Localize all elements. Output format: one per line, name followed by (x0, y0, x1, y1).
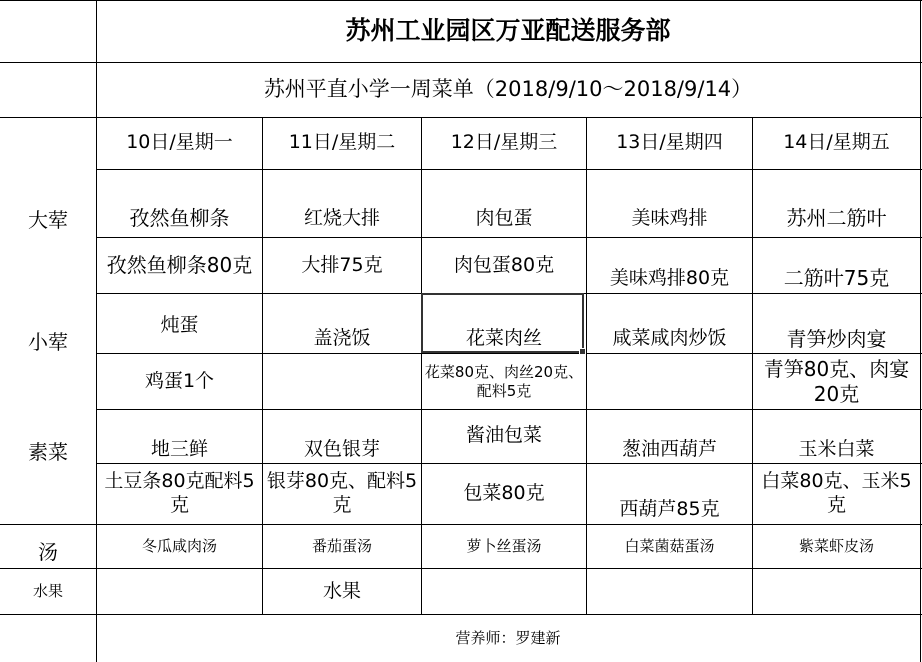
fruit-item[interactable] (753, 569, 920, 614)
meat-main-dish[interactable]: 苏州二筋叶 (786, 206, 887, 230)
day-header-tue[interactable]: 11日/星期二 (288, 131, 396, 154)
company-title: 苏州工业园区万亚配送服务部 (345, 16, 671, 46)
vegetable-detail[interactable]: 西葫芦85克 (619, 498, 720, 521)
meat-main-dish[interactable]: 肉包蛋 (475, 206, 533, 229)
day-header-mon[interactable]: 10日/星期一 (126, 131, 233, 154)
meat-small-dish[interactable]: 花菜肉丝 (465, 327, 542, 350)
fruit-item[interactable] (587, 569, 752, 614)
grid-line (920, 0, 921, 662)
meat-small-detail[interactable]: 花菜80克、肉丝20克、配料5克 (424, 362, 584, 400)
meat-small-dish[interactable]: 盖浇饭 (313, 327, 371, 350)
meat-main-dish[interactable]: 孜然鱼柳条 (129, 206, 230, 230)
soup-item[interactable]: 紫菜虾皮汤 (798, 537, 874, 556)
fruit-item[interactable]: 水果 (322, 579, 361, 602)
vegetable-dish[interactable]: 葱油西葫芦 (621, 437, 717, 460)
meat-small-detail[interactable]: 青笋80克、肉宴20克 (763, 356, 910, 406)
meat-main-detail[interactable]: 二筋叶75克 (783, 266, 890, 290)
meat-main-detail[interactable]: 美味鸡排80克 (609, 266, 730, 289)
day-header-thu[interactable]: 13日/星期四 (616, 131, 723, 154)
nutritionist-note: 营养师：罗建新 (455, 629, 561, 648)
meat-main-dish[interactable]: 美味鸡排 (631, 206, 708, 229)
grid-line (96, 409, 922, 410)
meat-small-detail[interactable] (587, 354, 752, 409)
meat-small-dish[interactable]: 咸菜咸肉炒饭 (612, 327, 727, 350)
grid-line (96, 169, 922, 170)
selected-cell-outline (421, 293, 584, 353)
label-meat-small: 小荤 (28, 329, 68, 354)
soup-item[interactable]: 番茄蛋汤 (311, 537, 372, 556)
day-header-wed[interactable]: 12日/星期三 (450, 131, 558, 154)
vegetable-detail[interactable]: 包菜80克 (463, 482, 545, 505)
fruit-item[interactable] (422, 569, 586, 614)
vegetable-dish[interactable]: 玉米白菜 (798, 437, 875, 460)
fruit-item[interactable] (97, 569, 262, 614)
label-fruit: 水果 (32, 581, 63, 600)
vegetable-dish[interactable]: 双色银芽 (303, 437, 380, 460)
soup-item[interactable]: 萝卜丝蛋汤 (466, 537, 542, 556)
vegetable-detail[interactable]: 土豆条80克配料5克 (104, 470, 255, 516)
meat-main-detail[interactable]: 大排75克 (301, 253, 383, 276)
label-meat-main: 大荤 (28, 207, 68, 232)
soup-item[interactable]: 白菜菌菇蛋汤 (624, 537, 715, 556)
meat-main-detail[interactable]: 孜然鱼柳条80克 (106, 253, 253, 277)
label-vegetable: 素菜 (28, 439, 68, 464)
vegetable-detail[interactable]: 白菜80克、玉米5克 (761, 470, 912, 516)
meat-small-detail[interactable]: 鸡蛋1个 (144, 369, 215, 392)
day-header-fri[interactable]: 14日/星期五 (783, 131, 890, 154)
meat-small-dish[interactable]: 青笋炒肉宴 (786, 326, 887, 351)
meat-small-detail[interactable] (263, 354, 421, 409)
label-soup: 汤 (38, 539, 58, 564)
meat-small-dish[interactable]: 炖蛋 (160, 314, 199, 337)
menu-title: 苏州平直小学一周菜单（2018/9/10～2018/9/14） (263, 77, 753, 102)
vegetable-dish[interactable]: 酱油包菜 (465, 424, 542, 447)
meat-main-dish[interactable]: 红烧大排 (303, 206, 380, 229)
soup-item[interactable]: 冬瓜咸肉汤 (141, 537, 217, 556)
vegetable-detail[interactable]: 银芽80克、配料5克 (266, 470, 418, 516)
meat-main-detail[interactable]: 肉包蛋80克 (453, 253, 555, 276)
vegetable-dish[interactable]: 地三鲜 (150, 437, 208, 460)
